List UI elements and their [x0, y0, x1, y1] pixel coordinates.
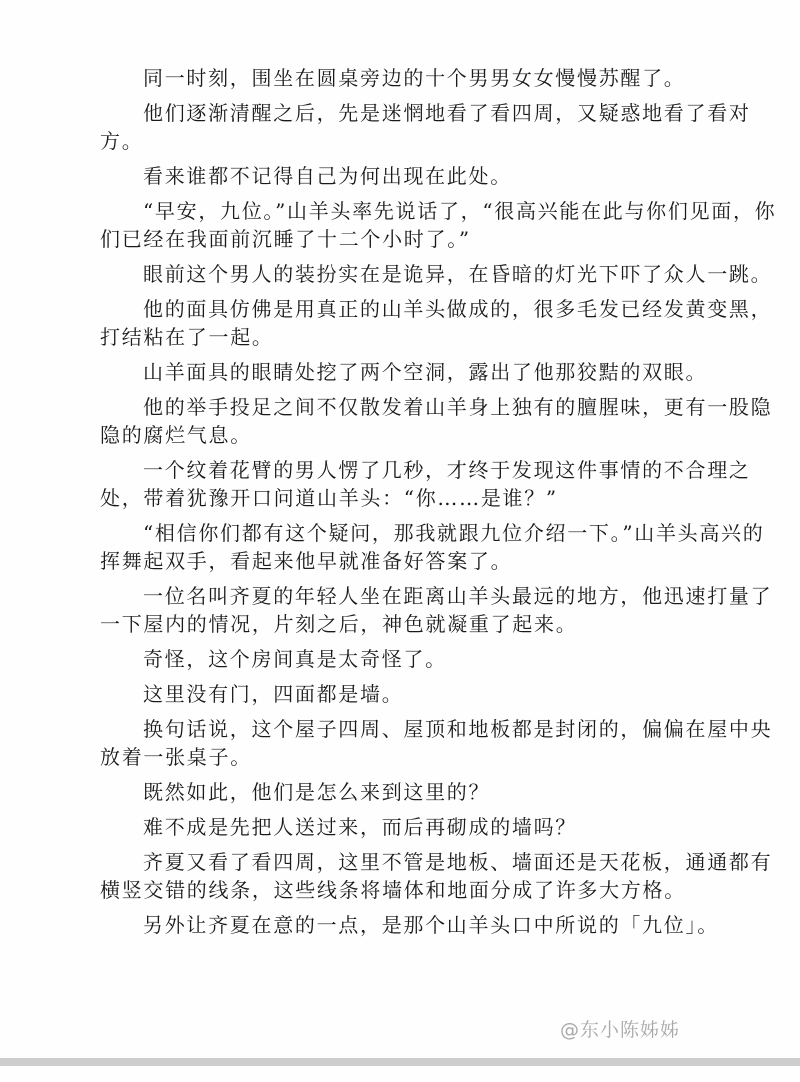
paragraph: 一位名叫齐夏的年轻人坐在距离山羊头最远的地方，他迅速打量了一下屋内的情况，片刻之后，神色就凝重了起来。	[100, 584, 773, 636]
paragraph: 难不成是先把人送过来，而后再砌成的墙吗？	[143, 815, 577, 839]
paragraph: 换句话说，这个屋子四周、屋顶和地板都是封闭的，偏偏在屋中央放着一张桌子。	[100, 717, 773, 769]
page-bottom-divider	[0, 1058, 800, 1066]
paragraph: 看来谁都不记得自己为何出现在此处。	[143, 164, 512, 188]
paragraph: “相信你们都有这个疑问，那我就跟九位介绍一下。”山羊头高兴的挥舞起双手，看起来他早就准备好答案了。	[100, 521, 765, 573]
paragraph: 这里没有门，四面都是墙。	[143, 682, 404, 706]
paragraph: 同一时刻，围坐在圆桌旁边的十个男男女女慢慢苏醒了。	[143, 66, 686, 90]
paragraph: 奇怪，这个房间真是太奇怪了。	[143, 647, 447, 671]
paragraph: 一个纹着花臂的男人愣了几秒，才终于发现这件事情的不合理之处，带着犹豫开口问道山羊头：“你……是谁？”	[100, 458, 751, 510]
watermark: @东小陈姊姊	[560, 1019, 681, 1041]
paragraph: 他们逐渐清醒之后，先是迷惘地看了看四周，又疑惑地看了看对方。	[100, 101, 751, 153]
document-body	[100, 64, 780, 946]
paragraph: 另外让齐夏在意的一点，是那个山羊头口中所说的「九位」。	[143, 913, 719, 937]
paragraph: 既然如此，他们是怎么来到这里的？	[143, 780, 491, 804]
paragraph: 山羊面具的眼睛处挖了两个空洞，露出了他那狡黠的双眼。	[143, 360, 708, 384]
paragraph: 他的举手投足之间不仅散发着山羊身上独有的膻腥味，更有一股隐隐的腐烂气息。	[100, 395, 773, 447]
paragraph: 他的面具仿佛是用真正的山羊头做成的，很多毛发已经发黄变黑，打结粘在了一起。	[100, 297, 773, 349]
paragraph: 齐夏又看了看四周，这里不管是地板、墙面还是天花板，通通都有横竖交错的线条，这些线条将墙体和地面分成了许多大方格。	[100, 850, 773, 902]
paragraph: “早安，九位。”山羊头率先说话了，“很高兴能在此与你们见面，你们已经在我面前沉睡了十二个小时了。”	[100, 199, 777, 251]
paragraph: 眼前这个男人的装扮实在是诡异，在昏暗的灯光下吓了众人一跳。	[143, 262, 773, 286]
